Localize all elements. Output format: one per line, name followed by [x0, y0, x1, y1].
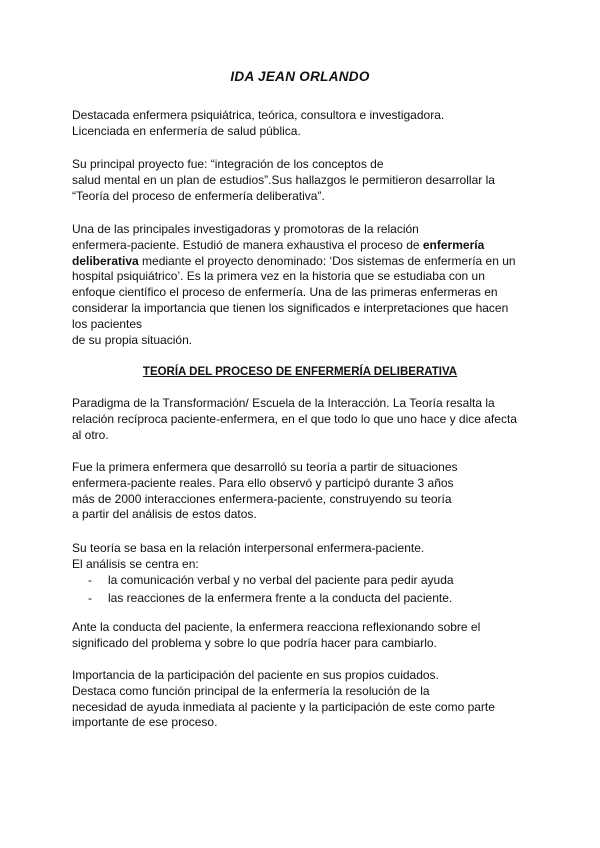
dash-bullet: - [88, 573, 92, 587]
text-line: relación recíproca paciente-enfermera, en el que todo lo que uno hace y dice afecta [72, 411, 517, 426]
text-line: “Teoría del proceso de enfermería deliberativa”. [72, 188, 325, 203]
text-line: Ante la conducta del paciente, la enfermera reacciona reflexionando sobre el [72, 620, 481, 634]
text-run: mediante el proyecto denominado: ‘Dos sistemas de enfermería en un [138, 253, 516, 268]
text-line [72, 238, 532, 254]
research-paragraph [72, 222, 532, 348]
bold-term: deliberativa [72, 253, 139, 268]
text-line: Su teoría se basa en la relación interpersonal enfermera-paciente. [72, 541, 425, 555]
bold-term: enfermería [422, 237, 485, 252]
text-line: significado del problema y sobre lo que podría hacer para cambiarlo. [72, 635, 437, 650]
text-line: a partir del análisis de estos datos. [72, 507, 257, 522]
analysis-list [88, 571, 518, 607]
list-item-text: las reacciones de la enfermera frente a la conducta del paciente. [108, 591, 453, 605]
text-line: enfoque científico el proceso de enfermería. Una de las primeras enfermeras en [72, 285, 498, 300]
text-line: Importancia de la participación del paciente en sus propios cuidados. [72, 668, 439, 682]
text-line: Su principal proyecto fue: “integración de los conceptos de [72, 157, 384, 171]
text-line: enfermera-paciente reales. Para ello observó y participó durante 3 años [72, 475, 454, 490]
text-run: enfermera-paciente. Estudió de manera exhaustiva el proceso de [72, 237, 423, 252]
section-heading: TEORÍA DEL PROCESO DE ENFERMERÍA DELIBERATIVA [142, 366, 458, 378]
list-item [88, 589, 518, 607]
reaction-paragraph [72, 620, 532, 652]
text-line: Destacada enfermera psiquiátrica, teórica, consultora e investigadora. [72, 108, 445, 122]
text-line: necesidad de ayuda inmediata al paciente y la participación de este como parte [72, 699, 495, 714]
text-line: más de 2000 interacciones enfermera-paciente, construyendo su teoría [72, 491, 452, 506]
text-line: considerar la importancia que tienen los significados e interpretaciones que hacen [72, 300, 509, 315]
text-line: El análisis se centra en: [72, 556, 199, 571]
text-line: al otro. [72, 427, 109, 442]
first-theory-paragraph [72, 460, 532, 523]
text-line [72, 254, 532, 270]
intro-paragraph [72, 108, 532, 140]
participation-paragraph [72, 668, 532, 731]
text-line: Fue la primera enfermera que desarrolló su teoría a partir de situaciones [72, 460, 458, 474]
paradigm-paragraph [72, 396, 532, 443]
page-title: IDA JEAN ORLANDO [230, 69, 370, 84]
list-item [88, 571, 518, 589]
dash-bullet: - [88, 591, 92, 605]
basis-paragraph [72, 541, 532, 573]
text-line: salud mental en un plan de estudios”.Sus hallazgos le permitieron desarrollar la [72, 172, 495, 187]
text-line: Paradigma de la Transformación/ Escuela de la Interacción. La Teoría resalta la [72, 396, 495, 410]
text-line: importante de ese proceso. [72, 715, 218, 730]
project-paragraph [72, 157, 532, 204]
text-line: los pacientes [72, 316, 143, 331]
list-item-text: la comunicación verbal y no verbal del paciente para pedir ayuda [108, 573, 454, 587]
text-line: Licenciada en enfermería de salud pública. [72, 123, 301, 138]
text-line: Una de las principales investigadoras y promotoras de la relación [72, 222, 419, 236]
text-line: hospital psiquiátrico’. Es la primera vez en la historia que se estudiaba con un [72, 269, 485, 284]
text-line: Destaca como función principal de la enfermería la resolución de la [72, 683, 430, 698]
text-line: de su propia situación. [72, 332, 193, 347]
